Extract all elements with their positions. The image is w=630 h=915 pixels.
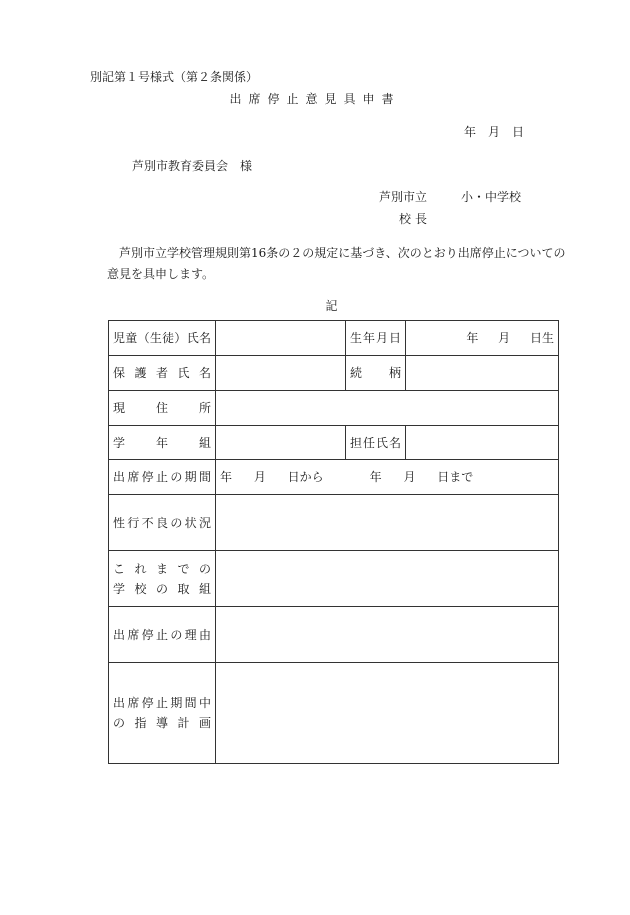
table-row — [109, 607, 559, 663]
address-field[interactable] — [216, 391, 559, 426]
table-row — [109, 663, 559, 764]
section-mark: 記 — [325, 299, 338, 313]
table-row — [109, 356, 559, 391]
date-line: 年 月 日 — [464, 125, 525, 139]
homeroom-teacher-field[interactable] — [406, 426, 559, 460]
reason-field[interactable] — [216, 607, 559, 663]
birthdate-field[interactable]: 年 月 日生 — [406, 321, 559, 356]
grade-class-field[interactable] — [216, 426, 346, 460]
address-label: 現住所 — [109, 391, 216, 426]
form-number: 別記第１号様式（第２条関係） — [90, 70, 259, 84]
period-field[interactable] — [216, 460, 559, 495]
table-row — [109, 391, 559, 426]
misconduct-field[interactable] — [216, 495, 559, 551]
relationship-label: 続柄 — [346, 356, 406, 391]
document-title: 出席停止意見具申書 — [229, 92, 401, 106]
student-name-label: 児童（生徒）氏名 — [109, 321, 216, 356]
table-row — [109, 460, 559, 495]
guardian-name-label: 保護者氏名 — [109, 356, 216, 391]
misconduct-label: 性行不良の状況 — [109, 495, 216, 551]
application-form-table — [108, 320, 559, 764]
relationship-field[interactable] — [406, 356, 559, 391]
table-row — [109, 321, 559, 356]
sender-school — [379, 190, 521, 204]
plan-label-line2: の指導計画 — [113, 716, 211, 730]
efforts-label — [109, 551, 216, 607]
guardian-name-field[interactable] — [216, 356, 346, 391]
sender-principal: 校長 — [399, 212, 432, 226]
homeroom-teacher-label: 担任氏名 — [346, 426, 406, 460]
grade-class-label: 学年組 — [109, 426, 216, 460]
birthdate-label: 生年月日 — [346, 321, 406, 356]
body-text: 芦別市立学校管理規則第16条の２の規定に基づき、次のとおり出席停止についての意見を具申します。 — [107, 246, 566, 281]
school-prefix: 芦別市立 — [379, 190, 428, 204]
efforts-label-line1: これまでの — [113, 561, 211, 576]
table-row — [109, 551, 559, 607]
addressee: 芦別市教育委員会 様 — [132, 159, 253, 173]
efforts-field[interactable] — [216, 551, 559, 607]
student-name-field[interactable] — [216, 321, 346, 356]
table-row — [109, 426, 559, 460]
efforts-label-line2: 学校の取組 — [113, 581, 211, 596]
period-from: 年 月 日から — [220, 470, 324, 484]
plan-label — [109, 663, 216, 764]
period-to: 年 月 日まで — [369, 470, 474, 484]
plan-label-line1: 出席停止期間中 — [113, 696, 211, 710]
school-suffix: 小・中学校 — [461, 190, 522, 204]
plan-field[interactable] — [216, 663, 559, 764]
period-label: 出席停止の期間 — [109, 460, 216, 495]
table-row — [109, 495, 559, 551]
reason-label: 出席停止の理由 — [109, 607, 216, 663]
